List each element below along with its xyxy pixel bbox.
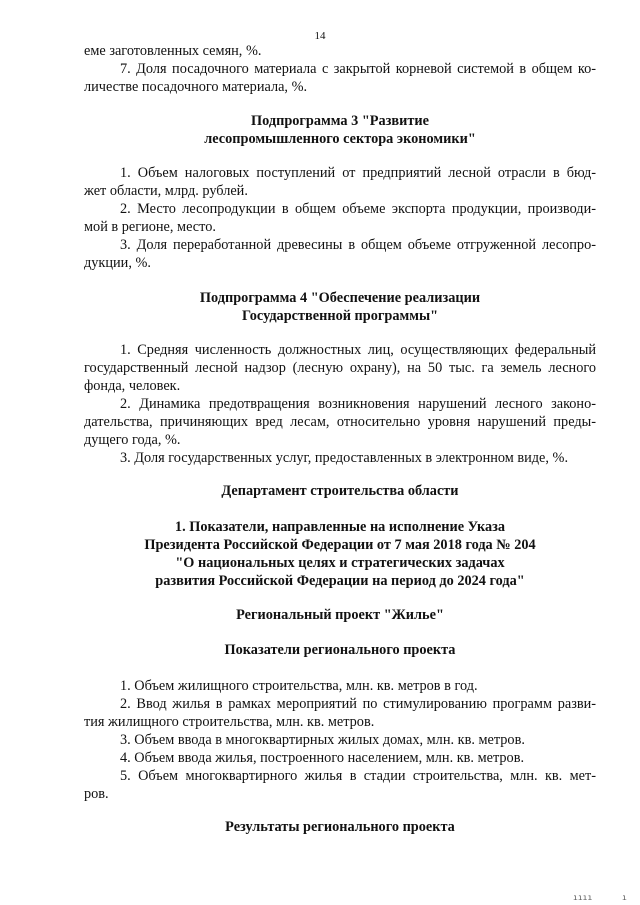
list-item: фонда, человек.	[84, 378, 181, 394]
list-item: ров.	[84, 786, 109, 802]
subprogram-3-list	[84, 164, 596, 272]
list-item: тия жилищного строительства, млн. кв. метров.	[84, 714, 375, 730]
list-item: дательства, причиняющих вред лесам, относительно уровня нарушений преды-	[84, 414, 596, 430]
indicators-list	[84, 677, 596, 803]
decree-heading: 1. Показатели, направленные на исполнение Указа Президента Российской Федерации от 7 мая 2018 года № 204 "О национальных целях и стратегических задачах развития Российской Федерации на период до 2024 года"	[144, 519, 536, 589]
indicators-heading: Показатели регионального проекта	[224, 642, 456, 658]
list-item: дущего года, %.	[84, 432, 181, 448]
intro-line: личестве посадочного материала, %.	[84, 79, 308, 95]
list-item: 2. Место лесопродукции в общем объеме экспорта продукции, производи-	[120, 201, 596, 217]
list-item: жет области, млрд. рублей.	[84, 183, 248, 199]
list-item: мой в регионе, место.	[84, 219, 216, 235]
page-number: 14	[314, 30, 326, 42]
list-item: дукции, %.	[84, 255, 151, 271]
list-item: 3. Доля государственных услуг, предоставленных в электронном виде, %.	[120, 450, 569, 466]
subprogram-4-list	[84, 341, 596, 467]
intro-line: еме заготовленных семян, %.	[84, 43, 262, 59]
list-item: 5. Объем многоквартирного жилья в стадии строительства, млн. кв. мет-	[120, 768, 596, 784]
department-heading: Департамент строительства области	[221, 483, 459, 499]
list-item: 2. Динамика предотвращения возникновения нарушений лесного законо-	[120, 396, 596, 412]
list-item: 4. Объем ввода жилья, построенного населением, млн. кв. метров.	[120, 750, 525, 766]
list-item: 2. Ввод жилья в рамках мероприятий по стимулированию программ разви-	[120, 696, 596, 712]
list-item: государственный лесной надзор (лесную охрану), на 50 тыс. га земель лесного	[84, 360, 596, 376]
intro-block	[84, 42, 596, 96]
regional-project-heading: Региональный проект "Жилье"	[236, 607, 444, 623]
list-item: 1. Средняя численность должностных лиц, осуществляющих федеральный	[120, 342, 596, 358]
scan-mark: ı	[622, 893, 627, 902]
intro-line: 7. Доля посадочного материала с закрытой корневой системой в общем ко-	[120, 61, 596, 77]
list-item: 1. Объем жилищного строительства, млн. кв. метров в год.	[120, 678, 478, 694]
results-heading: Результаты регионального проекта	[225, 819, 455, 835]
scan-mark: ıııı	[573, 893, 593, 902]
list-item: 1. Объем налоговых поступлений от предприятий лесной отрасли в бюд-	[120, 165, 596, 181]
subprogram-4-heading: Подпрограмма 4 "Обеспечение реализации Государственной программы"	[199, 290, 481, 324]
list-item: 3. Доля переработанной древесины в общем объеме отгруженной лесопро-	[120, 237, 596, 253]
list-item: 3. Объем ввода в многоквартирных жилых домах, млн. кв. метров.	[120, 732, 525, 748]
subprogram-3-heading: Подпрограмма 3 "Развитие лесопромышленного сектора экономики"	[204, 113, 476, 147]
